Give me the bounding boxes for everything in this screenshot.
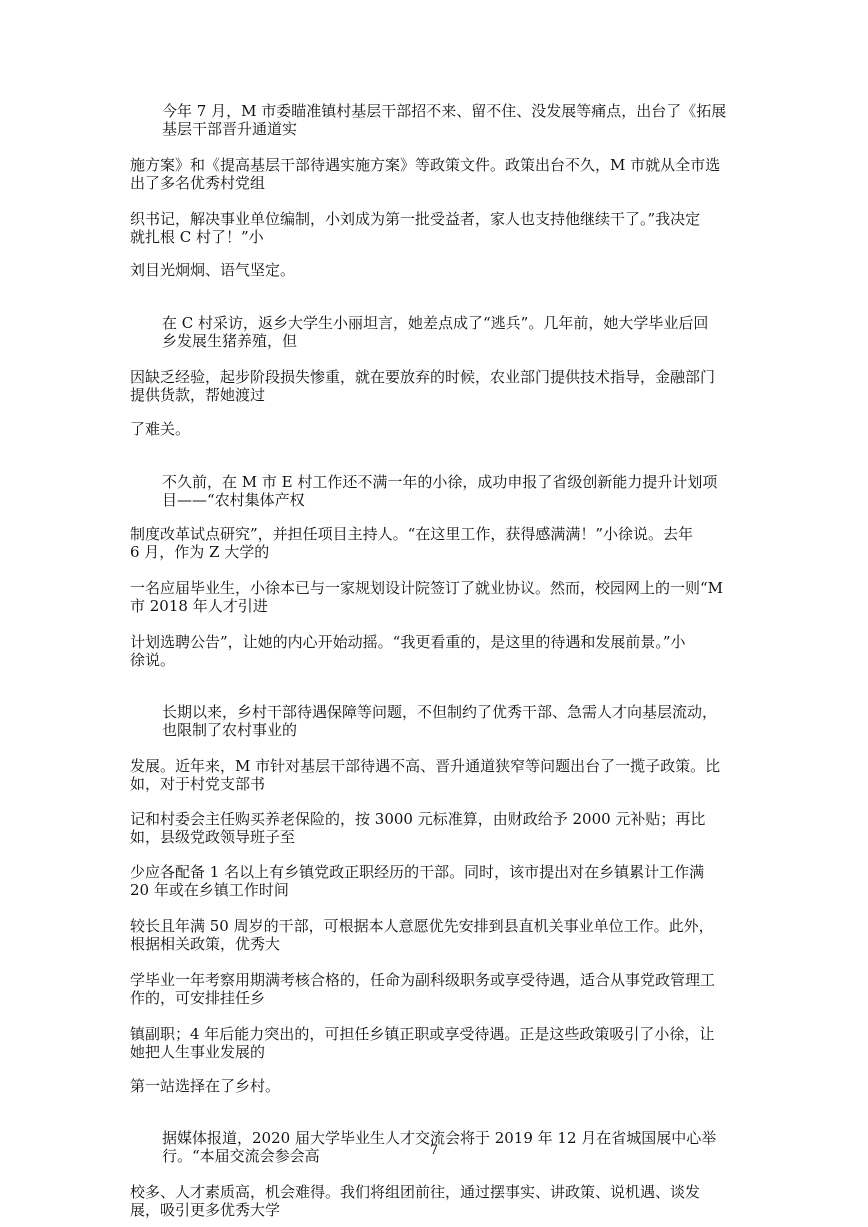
text-line: 据媒体报道，2020 届大学毕业生人才交流会将于 2019 年 12 月在省城国展中心举 (162, 1129, 717, 1147)
text-line: 了难关。 (130, 420, 191, 438)
text-line: 校多、人才素质高，机会难得。我们将组团前往，通过摆事实、讲政策、说机遇、谈发 (130, 1183, 701, 1201)
text-line: 如，县级党政领导班子至 (130, 828, 296, 846)
text-line: 学毕业一年考察用期满考核合格的，任命为副科级职务或享受待遇，适合从事党政管理工 (130, 971, 716, 989)
text-line: 今年 7 月，M 市委瞄准镇村基层干部招不来、留不住、没发展等痛点，出台了《拓展 (162, 102, 727, 120)
text-line: 基层干部晋升通道实 (162, 120, 298, 138)
text-line: 6 月，作为 Z 大学的 (130, 543, 270, 561)
text-line: 乡发展生猪养殖，但 (162, 332, 298, 350)
text-line: 制度改革试点研究”，并担任项目主持人。“在这里工作，获得感满满！”小徐说。去年 (130, 525, 694, 543)
text-line: 20 年或在乡镇工作时间 (130, 881, 289, 899)
text-line: 刘目光炯炯、语气坚定。 (130, 261, 296, 279)
text-line: 提供货款，帮她渡过 (130, 386, 266, 404)
text-line: 织书记，解决事业单位编制，小刘成为第一批受益者，家人也支持他继续干了。”我决定 (130, 210, 701, 228)
text-line: 目——“农村集体产权 (162, 491, 305, 509)
text-line: 计划选聘公告”，让她的内心开始动摇。“我更看重的，是这里的待遇和发展前景。”小 (130, 633, 686, 651)
text-line: 一名应届毕业生，小徐本已与一家规划设计院签订了就业协议。然而，校园网上的一则“M (130, 579, 724, 597)
text-line: 第一站选择在了乡村。 (130, 1077, 281, 1095)
text-line: 记和村委会主任购买养老保险的，按 3000 元标准算，由财政给予 2000 元补贴；再比 (130, 810, 706, 828)
text-line: 不久前，在 M 市 E 村工作还不满一年的小徐，成功申报了省级创新能力提升计划项 (162, 473, 718, 491)
text-line: 长期以来，乡村干部待遇保障等问题，不但制约了优秀干部、急需人才向基层流动， (162, 703, 718, 721)
text-line: 也限制了农村事业的 (162, 721, 298, 739)
text-line: 就扎根 C 村了！”小 (130, 228, 264, 246)
text-line: 行。“本届交流会参会高 (162, 1147, 320, 1165)
text-line: 市 2018 年人才引进 (130, 597, 268, 615)
text-line: 较长且年满 50 周岁的干部，可根据本人意愿优先安排到县直机关事业单位工作。此外， (130, 917, 714, 935)
text-line: 根据相关政策，优秀大 (130, 935, 281, 953)
text-line: 施方案》和《提高基层干部待遇实施方案》等政策文件。政策出台不久，M 市就从全市选 (130, 156, 721, 174)
text-line: 因缺乏经验，起步阶段损失惨重，就在要放弃的时候，农业部门提供技术指导，金融部门 (130, 368, 716, 386)
text-line: 在 C 村采访，返乡大学生小丽坦言，她差点成了“逃兵”。几年前，她大学毕业后回 (162, 314, 709, 332)
text-line: 少应各配备 1 名以上有乡镇党政正职经历的干部。同时，该市提出对在乡镇累计工作满 (130, 863, 705, 881)
text-line: 出了多名优秀村党组 (130, 174, 266, 192)
text-line: 展，吸引更多优秀大学 (130, 1201, 281, 1219)
text-line: 如，对于村党支部书 (130, 775, 266, 793)
text-line: 徐说。 (130, 651, 176, 669)
text-line: 她把人生事业发展的 (130, 1043, 266, 1061)
text-line: 发展。近年来，M 市针对基层干部待遇不高、晋升通道狭窄等问题出台了一揽子政策。比 (130, 757, 721, 775)
text-line: 作的，可安排挂任乡 (130, 989, 266, 1007)
text-line: 镇副职；4 年后能力突出的，可担任乡镇正职或享受待遇。正是这些政策吸引了小徐，让 (130, 1025, 715, 1043)
page-number: 7 (429, 1143, 439, 1158)
